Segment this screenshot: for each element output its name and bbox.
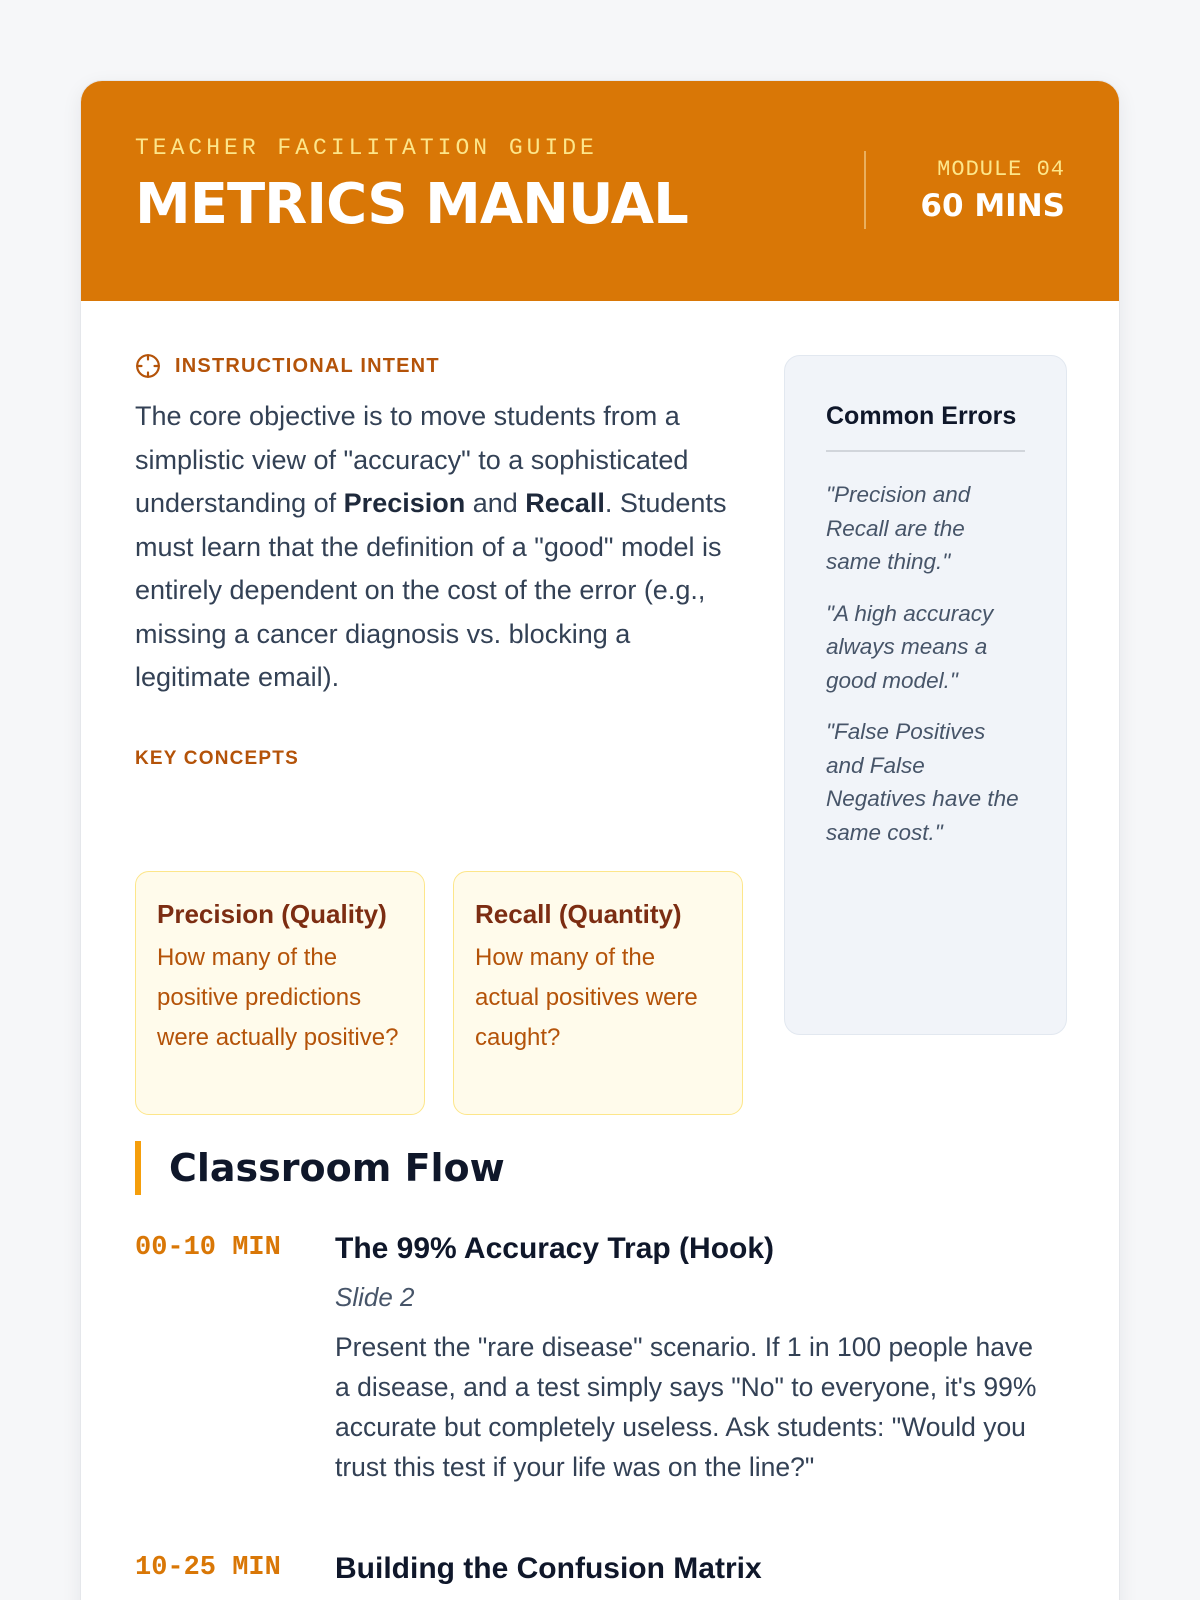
flow-time: 00-10 MIN bbox=[135, 1233, 281, 1263]
guide-title: METRICS MANUAL bbox=[135, 172, 688, 237]
module-meta bbox=[864, 151, 1065, 229]
flow-title: Building the Confusion Matrix bbox=[335, 1552, 762, 1585]
concept-description: How many of the positive predictions were actually positive? bbox=[157, 944, 399, 1051]
crosshair-icon bbox=[135, 353, 161, 379]
common-errors-title: Common Errors bbox=[826, 396, 1025, 452]
common-error-item: "False Positives and False Negatives have the same cost." bbox=[826, 719, 1019, 845]
common-error-item: "Precision and Recall are the same thing." bbox=[826, 482, 971, 574]
intent-text-part: The core objective is to move students from a simplistic view of "accuracy" to a sophisticated understanding of bbox=[135, 401, 689, 518]
precision-term: Precision bbox=[343, 488, 466, 518]
concept-title: Recall (Quantity) bbox=[475, 899, 682, 929]
intent-text-part: . Students must learn that the definition of a "good" model is entirely dependent on the cost of the error (e.g., missing a cancer diagnosis vs. blocking a legitimate email). bbox=[135, 488, 727, 692]
guide-card bbox=[80, 80, 1120, 1600]
concept-description: How many of the actual positives were caught? bbox=[475, 944, 698, 1051]
flow-title: The 99% Accuracy Trap (Hook) bbox=[335, 1232, 775, 1265]
intent-text-part: and bbox=[465, 488, 526, 518]
instructional-intent-label-text: INSTRUCTIONAL INTENT bbox=[175, 354, 440, 377]
key-concepts-grid bbox=[135, 871, 743, 1115]
guide-header bbox=[81, 81, 1119, 301]
recall-term: Recall bbox=[525, 488, 605, 518]
key-concepts-label: KEY CONCEPTS bbox=[135, 747, 299, 769]
module-duration: 60 MINS bbox=[920, 188, 1065, 224]
flow-description: Present the "rare disease" scenario. If 1 in 100 people have a disease, and a test simply says "No" to everyone, it's 99% accurate but completely useless. Ask students: "Would you trust this test if your life was on the line?" bbox=[335, 1332, 1037, 1482]
flow-slide-ref: Slide 2 bbox=[335, 1282, 415, 1312]
intent-paragraph bbox=[135, 395, 735, 700]
flow-body bbox=[335, 1229, 1055, 1487]
module-number: MODULE 04 bbox=[937, 157, 1065, 182]
flow-time: 10-25 MIN bbox=[135, 1553, 281, 1583]
common-error-item: "A high accuracy always means a good model." bbox=[826, 600, 994, 693]
instructional-intent-section bbox=[135, 353, 735, 770]
flow-body bbox=[335, 1549, 1055, 1589]
concept-title: Precision (Quality) bbox=[157, 899, 387, 929]
classroom-flow-heading: Classroom Flow bbox=[135, 1141, 505, 1195]
instructional-intent-label bbox=[135, 353, 735, 379]
concept-card-precision bbox=[135, 871, 425, 1115]
guide-eyebrow: TEACHER FACILITATION GUIDE bbox=[135, 135, 598, 161]
common-errors-panel bbox=[784, 355, 1067, 1035]
concept-card-recall bbox=[453, 871, 743, 1115]
